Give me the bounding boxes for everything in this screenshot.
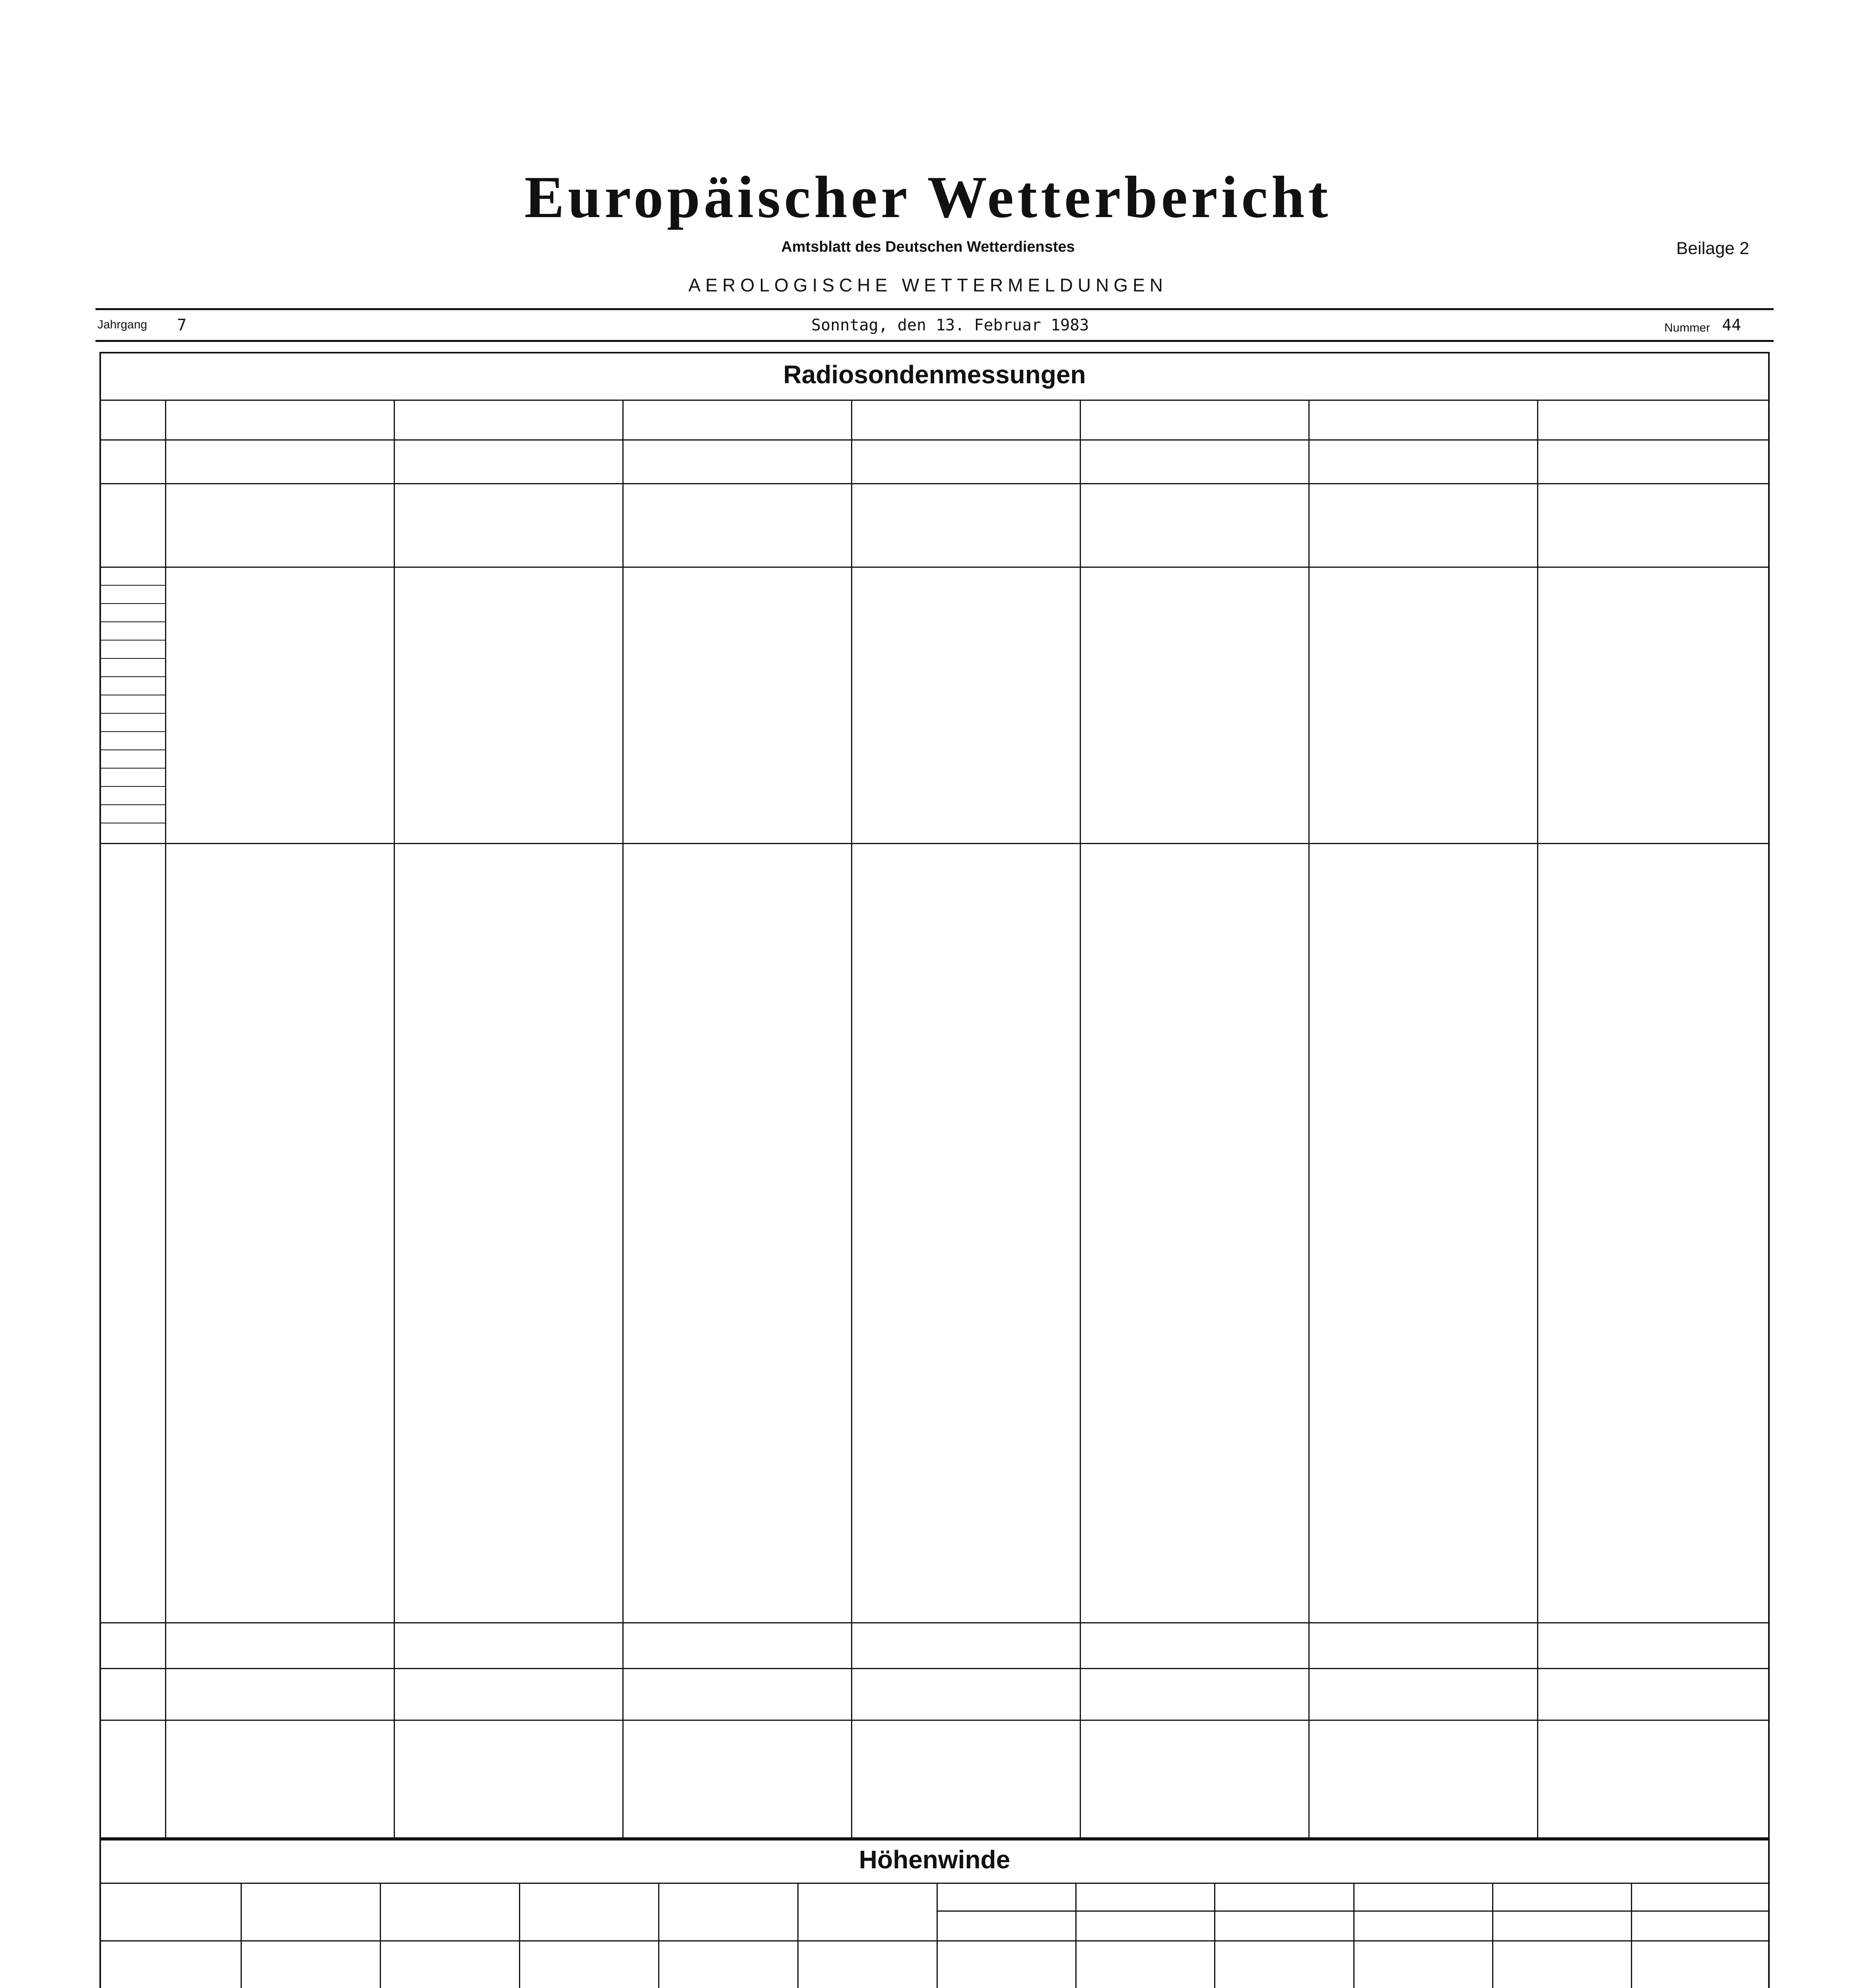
- jahrgang-label: Jahrgang: [97, 318, 148, 331]
- radiosonde-title: Radiosondenmessungen: [783, 360, 1086, 389]
- row-divider: [99, 843, 1770, 844]
- level-divider: [99, 621, 165, 622]
- beilage: Beilage 2: [1676, 239, 1749, 258]
- level-divider: [99, 676, 165, 677]
- level-divider: [99, 749, 165, 750]
- radiosonde-frame: [99, 352, 1770, 1839]
- jahrgang: 7: [177, 316, 187, 334]
- col-divider: [937, 1883, 938, 1988]
- col-divider: [1353, 1883, 1355, 1988]
- level-divider: [99, 713, 165, 714]
- level-divider: [99, 804, 165, 805]
- row-divider: [99, 567, 1770, 568]
- hoehenwinde-title: Höhenwinde: [859, 1845, 1011, 1874]
- page-title: Europäischer Wetterbericht: [524, 164, 1332, 230]
- col-divider: [1214, 1883, 1215, 1988]
- nummer: 44: [1722, 316, 1741, 334]
- col-divider: [1631, 1883, 1632, 1988]
- row-divider: [937, 1910, 1770, 1912]
- rule-top: [95, 308, 1774, 310]
- rule-bottom: [95, 340, 1774, 342]
- row-divider: [99, 439, 1770, 441]
- subtitle: Amtsblatt des Deutschen Wetterdienstes: [781, 239, 1075, 255]
- row-divider: [99, 483, 1770, 484]
- row-divider: [99, 1668, 1770, 1669]
- level-divider: [99, 658, 165, 659]
- row-divider: [99, 1720, 1770, 1721]
- nummer-label: Nummer: [1664, 321, 1710, 334]
- row-divider: [99, 1622, 1770, 1623]
- col-divider: [658, 1883, 659, 1988]
- level-divider: [99, 603, 165, 604]
- col-divider: [519, 1883, 520, 1988]
- level-divider: [99, 768, 165, 769]
- level-divider: [99, 731, 165, 732]
- col-divider: [797, 1883, 799, 1988]
- section-title: AEROLOGISCHE WETTERMELDUNGEN: [688, 275, 1168, 295]
- row-divider: [99, 1940, 1770, 1941]
- level-divider: [99, 585, 165, 586]
- col-divider: [380, 1883, 381, 1988]
- col-divider: [241, 1883, 242, 1988]
- col-divider: [1492, 1883, 1493, 1988]
- issue-date: Sonntag, den 13. Februar 1983: [811, 316, 1089, 334]
- level-divider: [99, 640, 165, 641]
- level-divider: [99, 786, 165, 787]
- col-divider: [1075, 1883, 1077, 1988]
